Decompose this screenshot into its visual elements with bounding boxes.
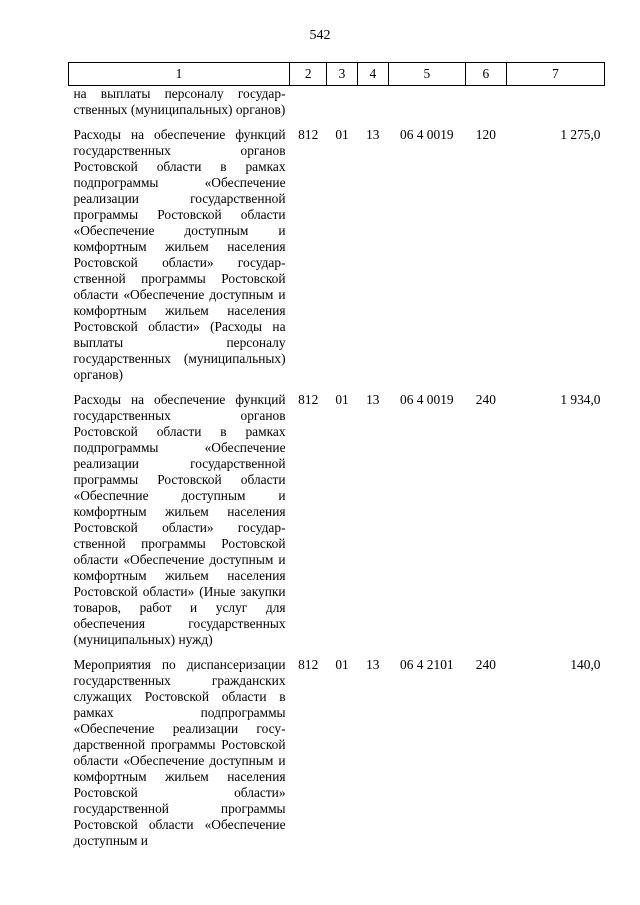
- row-code: 812: [298, 657, 319, 672]
- row-type: 240: [475, 657, 496, 672]
- row-target: 06 4 2101: [400, 657, 454, 672]
- row-subsection: 13: [366, 392, 380, 407]
- row-amount: [507, 86, 605, 128]
- column-header-6: 6: [465, 63, 506, 86]
- row-type: 120: [475, 127, 496, 142]
- budget-table: [68, 62, 605, 858]
- row-target: [388, 86, 465, 128]
- table-row: [69, 657, 605, 858]
- row-code: [290, 86, 327, 128]
- table-row: [69, 392, 605, 657]
- table-row: [69, 86, 605, 128]
- row-target: 06 4 0019: [400, 127, 454, 142]
- column-header-5: 5: [388, 63, 465, 86]
- row-target: 06 4 0019: [400, 392, 454, 407]
- row-subsection: [357, 86, 388, 128]
- row-subsection: 13: [366, 127, 380, 142]
- row-description: на выплаты персоналу государственных (муниципальных) органов): [73, 86, 286, 117]
- page-number: 542: [309, 28, 331, 43]
- column-header-1: 1: [69, 63, 290, 86]
- header-row: [69, 63, 605, 86]
- row-subsection: 13: [366, 657, 380, 672]
- row-type: [465, 86, 506, 128]
- row-code: 812: [298, 392, 319, 407]
- column-header-3: 3: [327, 63, 357, 86]
- row-description: Мероприятия по диспансеризации государственных гражданских служащих Ростовской области в рамках подпрограммы «Обеспечение реализации государственной программы Ростовской области «Обеспечение доступным и комфортным жильем населения Ростовской области» государственной программы Ростовской области «Обеспечение доступным и: [73, 657, 286, 848]
- column-header-7: 7: [507, 63, 605, 86]
- row-code: 812: [298, 127, 319, 142]
- row-amount: 1 934,0: [560, 392, 601, 407]
- table-header: [69, 63, 605, 86]
- row-description: Расходы на обеспечение функций государственных органов Ростовской области в рамках подпрограммы «Обеспечение реализации государственной программы Ростовской области «Обеспечение доступным и комфортным жильем населения Ростовской области» государственной программы Ростовской области «Обеспечение доступным и комфортным жильем населения Ростовской области» (Расходы на выплаты персоналу государственных (муниципальных) органов): [73, 127, 286, 382]
- column-header-2: 2: [290, 63, 327, 86]
- table-body: [69, 86, 605, 859]
- row-amount: 140,0: [570, 657, 601, 672]
- row-type: 240: [475, 392, 496, 407]
- column-header-4: 4: [357, 63, 388, 86]
- row-section: 01: [335, 127, 349, 142]
- table-row: [69, 127, 605, 392]
- row-section: 01: [335, 657, 349, 672]
- row-amount: 1 275,0: [560, 127, 601, 142]
- row-description: Расходы на обеспечение функций государственных органов Ростовской области в рамках подпрограммы «Обеспечение реализации государственной программы Ростовской области «Обеспечние доступным и комфортным жильем населения Ростовской области» государственной программы Ростовской области «Обеспечение доступным и комфортным жильем населения Ростовской области» (Иные закупки товаров, работ и услуг для обеспечения государственных (муниципальных) нужд): [73, 392, 286, 647]
- row-section: [327, 86, 357, 128]
- row-section: 01: [335, 392, 349, 407]
